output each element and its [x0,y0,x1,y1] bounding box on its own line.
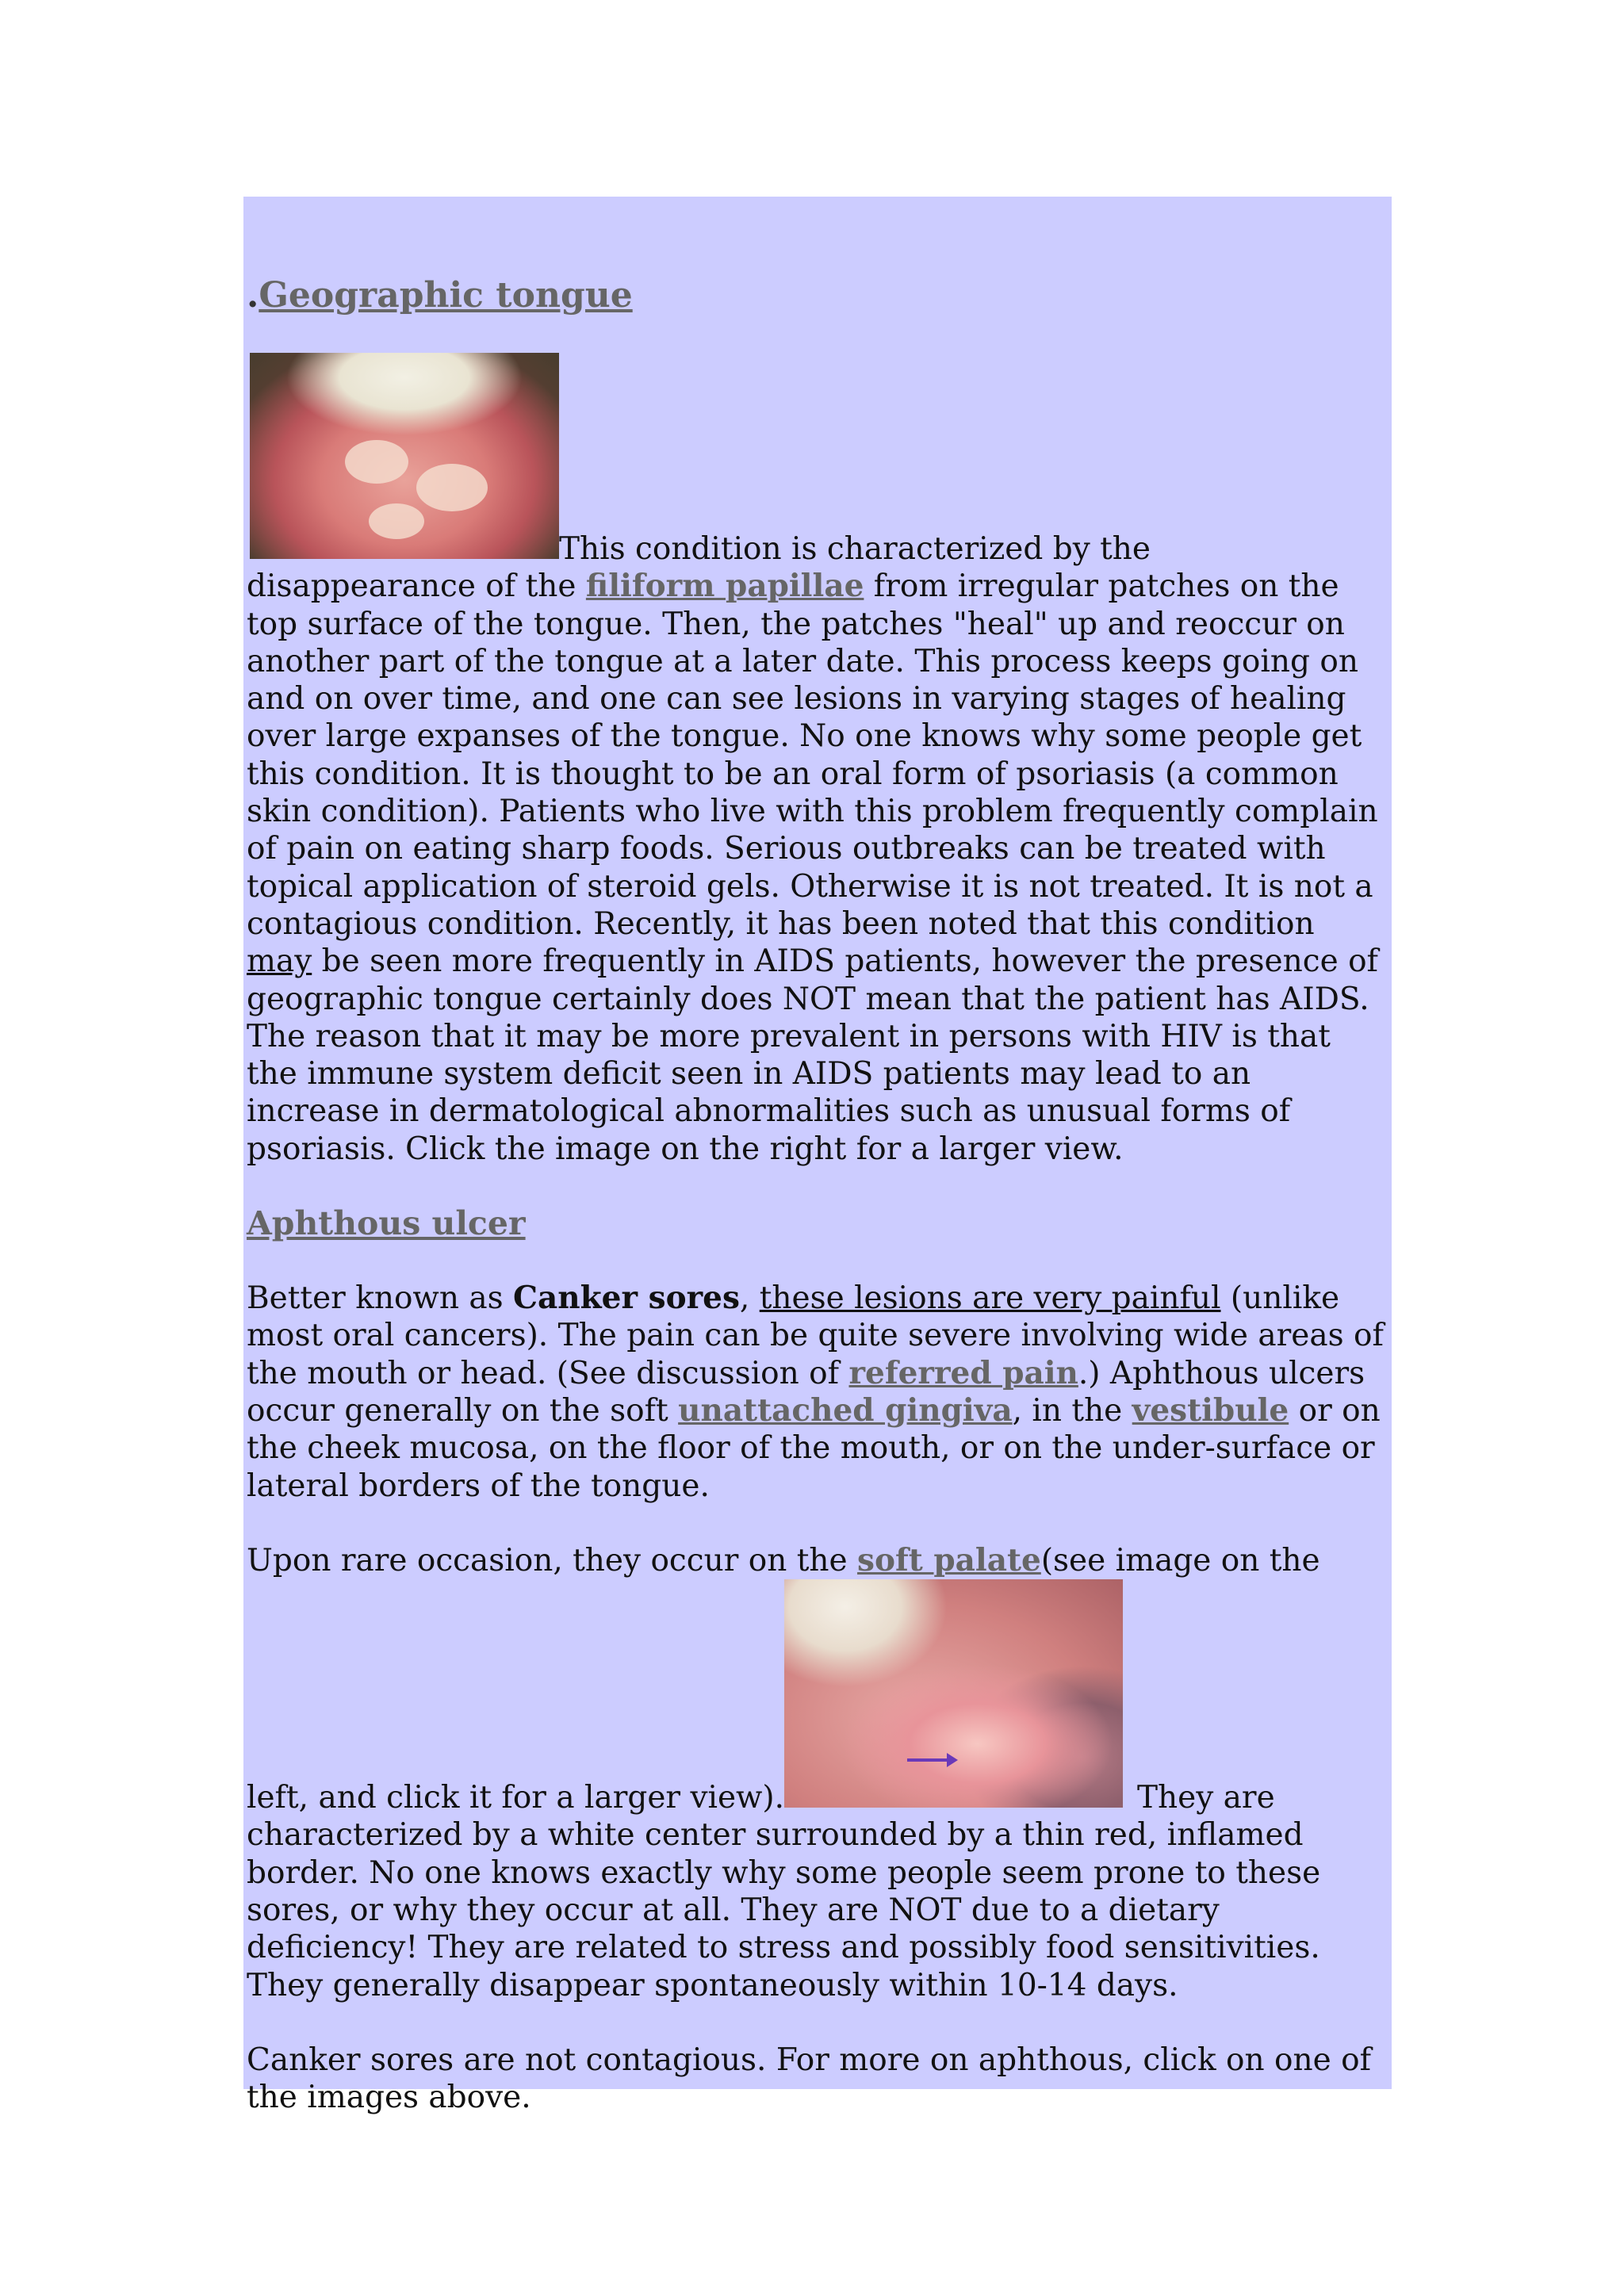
emphasis-may: may [247,943,312,980]
paragraph-text: They are characterized by a white center surrounded by a thin red, inflamed border. No one knows exactly why some people seem prone to these sores, or why they occur at all. They are NOT due to a dietary deficiency! They are related to stress and possibly food sensitivities. They generally disappear spontaneously within 10-14 days. [247,1780,1321,2003]
paragraph-text: from irregular patches on the top surface of the tongue. Then, the patches "heal" up and reoccur on another part of the tongue at a later date. This process keeps going on and on over time, and one can see lesions in varying stages of healing over large expanses of the tongue. No one knows why some people get this condition. It is thought to be an oral form of psoriasis (a common skin condition). Patients who live with this problem frequently complain of pain on eating sharp foods. Serious outbreaks can be treated with topical application of steroid gels. Otherwise it is not treated. It is not a contagious condition. Recently, it has been noted that this condition [247,568,1378,942]
spacer [247,1242,1387,1280]
referred-pain-link[interactable]: referred pain [848,1354,1078,1391]
aphthous-ulcer-heading [247,1205,1387,1242]
aphthous-paragraph-1 [247,1280,1387,1505]
article [247,272,1387,2117]
aphthous-ulcer-link[interactable]: Aphthous ulcer [247,1204,526,1243]
paragraph-text: Upon rare occasion, they occur on the [247,1542,858,1578]
aphthous-paragraph-2 [247,1542,1387,2004]
emphasis-painful: these lesions are very painful [759,1280,1221,1317]
spacer [247,320,1387,353]
unattached-gingiva-link[interactable]: unattached gingiva [678,1391,1013,1429]
geographic-tongue-paragraph [247,353,1387,1168]
spacer [247,2004,1387,2042]
tongue-patch [416,464,488,511]
paragraph-text: Better known as [247,1280,513,1317]
paragraph-text: , in the [1012,1392,1132,1429]
geographic-tongue-image[interactable] [250,353,559,559]
paragraph-text: or on the cheek mucosa, on the floor of the mouth, or on the under-surface or lateral borders of the tongue. [247,1392,1381,1504]
paragraph-text: (see image on the left, and click it for a larger view). [247,1542,1320,1816]
arrow-icon [907,1758,950,1762]
canker-sores-term: Canker sores [513,1280,740,1317]
tongue-patch [369,503,424,539]
soft-palate-ulcer-image[interactable] [784,1579,1123,1808]
heading-bullet: . [247,275,259,316]
geographic-tongue-link[interactable]: Geographic tongue [259,275,633,316]
paragraph-text: be seen more frequently in AIDS patients, however the presence of geographic tongue certainly does NOT mean that the patient has AIDS. The reason that it may be more prevalent in persons with HIV is that the immune system deficit seen in AIDS patients may lead to an increase in dermatological abnormalities such as unusual forms of psoriasis. Click the image on the right for a larger view. [247,943,1378,1167]
paragraph-text: .) Aphthous ulcers occur generally on the soft [247,1355,1365,1429]
geographic-tongue-heading [247,272,1387,320]
vestibule-link[interactable]: vestibule [1132,1391,1289,1429]
content-panel [243,197,1392,2116]
soft-palate-link[interactable]: soft palate [857,1541,1041,1578]
paragraph-text: , [739,1280,760,1317]
spacer [247,1505,1387,1542]
paragraph-text: This condition is characterized by the disappearance of the [247,531,1151,605]
spacer [247,1168,1387,1205]
aphthous-paragraph-3: Canker sores are not contagious. For more on aphthous, click on one of the images above. [247,2042,1372,2116]
tongue-patch [345,440,408,484]
filiform-papillae-link[interactable]: filiform papillae [585,568,864,605]
paragraph-text: (unlike most oral cancers). The pain can be quite severe involving wide areas of the mouth or head. (See discussion of [247,1280,1384,1391]
